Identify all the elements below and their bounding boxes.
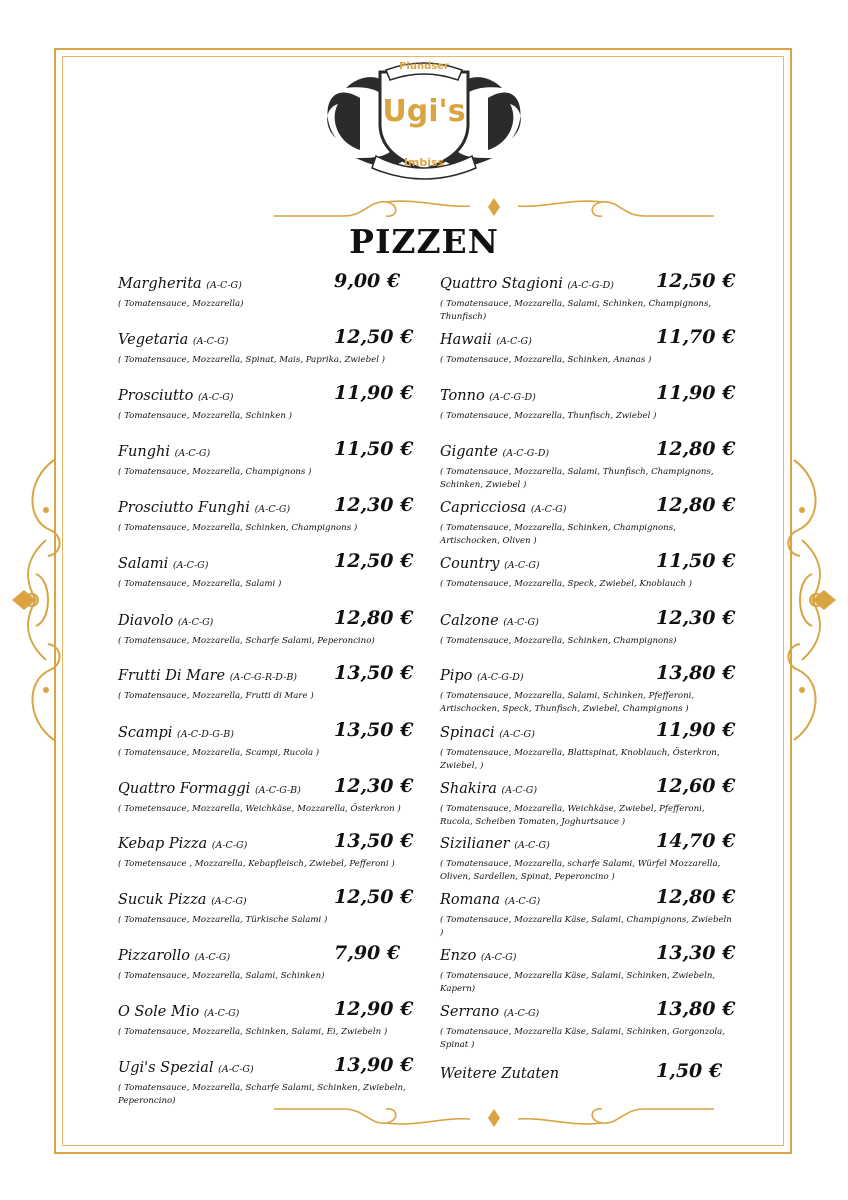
item-allergens: (A-C-G) — [504, 560, 540, 571]
item-price: 12,60 € — [656, 775, 736, 797]
item-name — [118, 388, 234, 404]
item-description: ( Tomatensauce, Mozzarella, Salami, Schinken) — [118, 971, 325, 981]
item-name — [118, 332, 228, 348]
item-description: ( Tomatensauce, Mozzarella, Schinken, Champignons ) — [118, 523, 358, 533]
item-name — [440, 1066, 559, 1082]
item-description: ( Tomatensauce, Mozzarella, Türkische Salami ) — [118, 915, 328, 925]
item-description: ( Tomatensauce, Mozzarella, Schinken, Salami, Ei, Zwiebeln ) — [118, 1027, 388, 1037]
item-description: ( Tomatensauce, Mozzarella, Champignons ) — [118, 467, 312, 477]
item-name — [440, 444, 549, 460]
item-description: ( Tomatensauce, Mozzarella, Blattspinat, Knoblauch, Österkron, Zwiebel, ) — [440, 748, 720, 771]
item-price: 14,70 € — [656, 830, 736, 852]
item-name — [440, 556, 540, 572]
item-name — [118, 1060, 254, 1076]
item-allergens: (A-C-D-G-B) — [176, 729, 234, 740]
item-name — [440, 892, 540, 908]
item-price: 11,90 € — [656, 382, 736, 404]
item-description: ( Tomatensauce, Mozzarella Käse, Salami, Champignons, Zwiebeln ) — [440, 915, 732, 938]
item-allergens: (A-C-G) — [194, 952, 231, 963]
item-name — [440, 1004, 539, 1020]
item-description: ( Tomatensauce, Mozzarella, Salami, Schinken, Champignons, Thunfisch) — [440, 299, 712, 322]
item-name — [440, 276, 614, 292]
item-description: ( Tomatensauce, Mozzarella Käse, Salami, Schinken, Gorgonzola, Spinat ) — [440, 1027, 726, 1050]
item-name-text: Vegetaria — [118, 332, 189, 348]
item-name-text: Calzone — [440, 613, 499, 629]
item-name-text: Hawaii — [440, 332, 492, 348]
item-price: 12,50 € — [656, 270, 736, 292]
item-name — [118, 444, 210, 460]
item-name-text: Spinaci — [440, 725, 495, 741]
item-allergens: (A-C-G-D) — [489, 392, 536, 403]
item-name-text: Diavolo — [118, 613, 174, 629]
item-name — [440, 613, 539, 629]
item-price: 1,50 € — [656, 1060, 723, 1082]
item-price: 12,50 € — [334, 886, 414, 908]
item-price: 13,80 € — [656, 998, 736, 1020]
item-price: 13,50 € — [334, 830, 414, 852]
item-description: ( Tometensauce, Mozzarella, Weichkäse, Mozzarella, Österkron ) — [118, 804, 401, 814]
item-allergens: (A-C-G-D) — [567, 280, 614, 291]
item-allergens: (A-C-G) — [501, 785, 538, 796]
restaurant-logo — [316, 58, 532, 182]
item-price: 13,50 € — [334, 719, 414, 741]
item-description: ( Tomatensauce, Mozzarella, Salami ) — [118, 579, 282, 589]
item-name — [118, 500, 290, 516]
item-price: 12,30 € — [334, 775, 414, 797]
item-name-text: Ugi's Spezial — [118, 1060, 214, 1076]
item-allergens: (A-C-G) — [211, 840, 248, 851]
item-name-text: O Sole Mio — [118, 1004, 200, 1020]
item-name — [440, 668, 524, 684]
item-name-text: Funghi — [118, 444, 170, 460]
item-allergens: (A-C-G) — [177, 617, 214, 628]
right-side-ornament — [782, 450, 842, 750]
item-name-text: Romana — [440, 892, 501, 908]
item-name-text: Tonno — [440, 388, 485, 404]
item-price: 12,80 € — [656, 494, 736, 516]
item-description: ( Tomatensauce, Mozzarella, Frutti di Mare ) — [118, 691, 314, 701]
item-name — [440, 836, 550, 852]
item-name — [118, 892, 247, 908]
item-description: ( Tomatensauce, Mozzarella, Salami, Thunfisch, Champignons, Schinken, Zwiebel ) — [440, 467, 714, 490]
item-allergens: (A-C-G) — [203, 1008, 240, 1019]
item-name — [440, 725, 535, 741]
item-name — [118, 556, 208, 572]
item-name — [118, 725, 234, 741]
item-name-text: Pipo — [440, 668, 473, 684]
item-price: 13,30 € — [656, 942, 736, 964]
item-allergens: (A-C-G) — [496, 336, 532, 347]
item-description: ( Tomatensauce, Mozzarella, Schinken, Champignons) — [440, 636, 677, 646]
top-ornamental-divider — [274, 194, 714, 220]
item-description: ( Tomatensauce, Mozzarella, Schinken ) — [118, 411, 292, 421]
item-name — [118, 668, 297, 684]
item-allergens: (A-C-G) — [254, 504, 291, 515]
item-allergens: (A-C-G-B) — [254, 785, 301, 796]
item-name-text: Weitere Zutaten — [440, 1066, 560, 1082]
logo-bottom-text: Imbiss — [403, 156, 445, 169]
item-price: 12,50 € — [334, 326, 414, 348]
item-allergens: (A-C-G) — [504, 896, 541, 907]
item-name — [440, 500, 566, 516]
item-name-text: Pizzarollo — [118, 948, 190, 964]
item-price: 12,80 € — [656, 886, 736, 908]
item-price: 11,50 € — [334, 438, 414, 460]
item-allergens: (A-C-G) — [480, 952, 517, 963]
item-allergens: (A-C-G) — [514, 840, 550, 851]
item-description: ( Tomatensauce, Mozzarella, scharfe Salami, Würfel Mozzarella, Oliven, Sardellen, Spinat, Peperoncino ) — [440, 859, 721, 882]
item-name-text: Quattro Formaggi — [118, 781, 251, 797]
item-price: 11,70 € — [656, 326, 736, 348]
item-price: 11,90 € — [334, 382, 414, 404]
item-name — [440, 388, 536, 404]
item-allergens: (A-C-G) — [197, 392, 234, 403]
item-description: ( Tomatensauce, Mozzarella Käse, Salami, Schinken, Zwiebeln, Kapern) — [440, 971, 716, 994]
item-name — [118, 781, 301, 797]
item-name-text: Sizilianer — [440, 836, 510, 852]
page-title: PIZZEN — [349, 222, 499, 261]
item-description: ( Tometensauce , Mozzarella, Kebapfleisch, Zwiebel, Pefferoni ) — [118, 859, 395, 869]
item-allergens: (A-C-G-D) — [477, 672, 524, 683]
item-allergens: (A-C-G) — [174, 448, 211, 459]
item-price: 13,90 € — [334, 1054, 414, 1076]
item-description: ( Tomatensauce, Mozzarella, Schinken, Champignons, Artischocken, Oliven ) — [440, 523, 676, 546]
item-name-text: Prosciutto Funghi — [118, 500, 250, 516]
item-name — [440, 781, 537, 797]
item-price: 12,90 € — [334, 998, 414, 1020]
logo-top-text: Plundser — [399, 61, 449, 72]
item-description: ( Tomatensauce, Mozzarella, Scharfe Salami, Peperoncino) — [118, 636, 375, 646]
left-side-ornament — [6, 450, 66, 750]
item-name — [440, 332, 532, 348]
item-allergens: (A-C-G) — [503, 1008, 540, 1019]
item-name-text: Sucuk Pizza — [118, 892, 207, 908]
item-name-text: Salami — [118, 556, 169, 572]
item-price: 12,30 € — [334, 494, 414, 516]
item-price: 7,90 € — [334, 942, 401, 964]
item-price: 11,90 € — [656, 719, 736, 741]
item-name-text: Margherita — [118, 276, 202, 292]
item-allergens: (A-C-G-R-D-B) — [229, 672, 298, 683]
item-name-text: Gigante — [440, 444, 498, 460]
item-description: ( Tomatensauce, Mozzarella, Speck, Zwiebel, Knoblauch ) — [440, 579, 692, 589]
item-price: 11,50 € — [656, 550, 736, 572]
item-name-text: Serrano — [440, 1004, 500, 1020]
item-description: ( Tomatensauce, Mozzarella, Weichkäse, Zwiebel, Pfefferoni, Rucola, Scheiben Tomaten, Joghurtsauce ) — [440, 804, 705, 827]
item-description: ( Tomatensauce, Mozzarella, Thunfisch, Zwiebel ) — [440, 411, 657, 421]
item-description: ( Tomatensauce, Mozzarella, Scampi, Rucola ) — [118, 748, 320, 758]
item-allergens: (A-C-G) — [211, 896, 247, 907]
item-description: ( Tomatensauce, Mozzarella, Spinat, Mais, Paprika, Zwiebel ) — [118, 355, 386, 365]
logo-name: Ugi's — [382, 94, 466, 129]
item-name-text: Capricciosa — [440, 500, 527, 516]
item-name-text: Quattro Stagioni — [440, 276, 563, 292]
item-description: ( Tomatensauce, Mozzarella, Schinken, Ananas ) — [440, 355, 652, 365]
item-allergens: (A-C-G) — [530, 504, 567, 515]
item-price: 9,00 € — [334, 270, 401, 292]
item-name-text: Frutti Di Mare — [118, 668, 226, 684]
item-name-text: Scampi — [118, 725, 173, 741]
bottom-ornamental-divider — [274, 1105, 714, 1131]
item-price: 13,50 € — [334, 662, 414, 684]
item-name-text: Prosciutto — [118, 388, 194, 404]
item-name — [118, 1004, 239, 1020]
item-name-text: Shakira — [440, 781, 497, 797]
item-price: 12,80 € — [334, 607, 414, 629]
item-name-text: Country — [440, 556, 500, 572]
item-name — [440, 948, 516, 964]
item-name — [118, 276, 242, 292]
item-allergens: (A-C-G) — [218, 1064, 254, 1075]
item-price: 13,80 € — [656, 662, 736, 684]
item-allergens: (A-C-G) — [503, 617, 539, 628]
item-allergens: (A-C-G-D) — [502, 448, 550, 459]
item-name-text: Enzo — [440, 948, 477, 964]
item-description: ( Tomatensauce, Mozzarella, Salami, Schinken, Pfefferoni, Artischocken, Speck, Thunfisch, Zwiebel, Champignons ) — [440, 691, 695, 714]
item-allergens: (A-C-G) — [172, 560, 209, 571]
item-allergens: (A-C-G) — [499, 729, 535, 740]
item-description: ( Tomatensauce, Mozzarella, Scharfe Salami, Schinken, Zwiebeln, Peperoncino) — [118, 1083, 406, 1106]
item-price: 12,30 € — [656, 607, 736, 629]
item-name — [118, 836, 247, 852]
item-name-text: Kebap Pizza — [118, 836, 208, 852]
item-description: ( Tomatensauce, Mozzarella) — [118, 299, 244, 309]
item-price: 12,80 € — [656, 438, 736, 460]
item-allergens: (A-C-G) — [206, 280, 242, 291]
item-price: 12,50 € — [334, 550, 414, 572]
item-allergens: (A-C-G) — [192, 336, 229, 347]
item-name — [118, 613, 213, 629]
item-name — [118, 948, 230, 964]
